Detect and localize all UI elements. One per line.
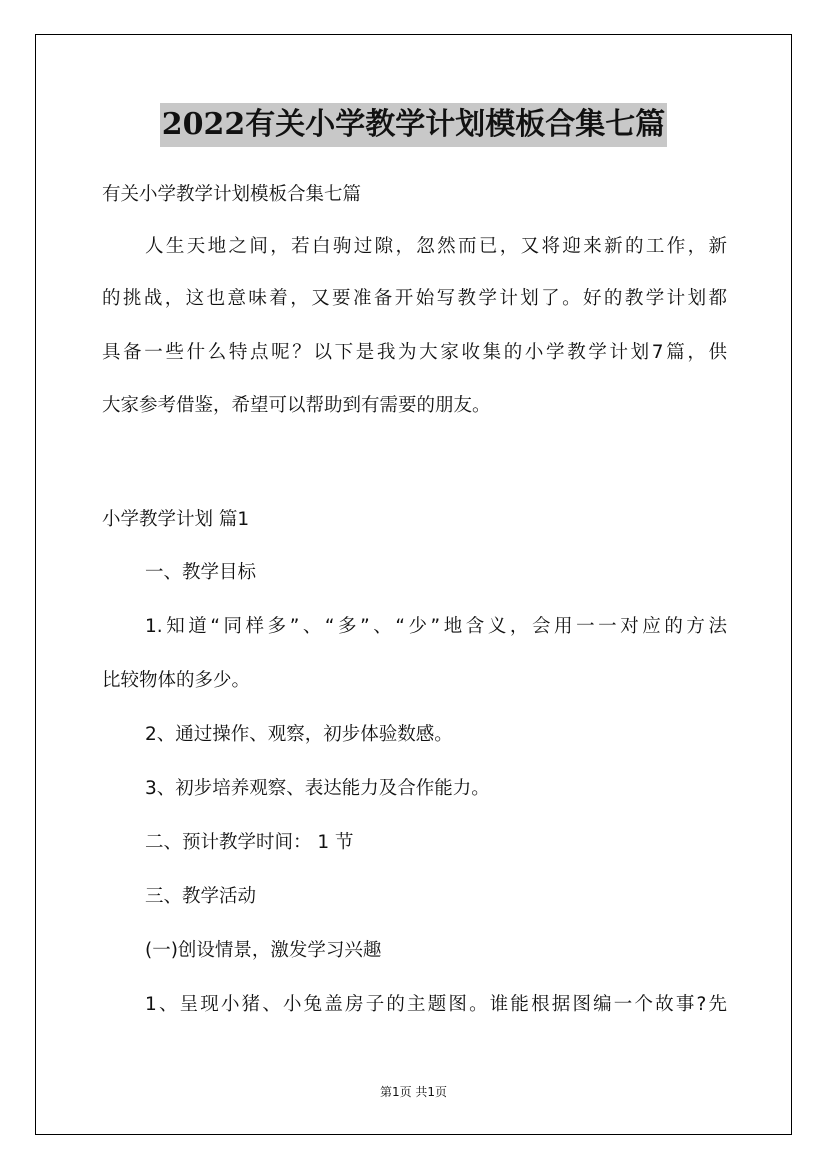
body-line: 比较物体的多少。: [102, 670, 251, 691]
intro-line: 人生天地之间，若白驹过隙，忽然而已，又将迎来新的工作，新: [145, 236, 727, 257]
body-line: 1.知道“同样多”、“多”、“少”地含义，会用一一对应的方法: [145, 616, 727, 637]
body-line: 1、呈现小猪、小兔盖房子的主题图。谁能根据图编一个故事?先: [145, 994, 727, 1015]
body-line: (一)创设情景，激发学习兴趣: [145, 940, 382, 961]
body-line: 3、初步培养观察、表达能力及合作能力。: [145, 778, 490, 799]
body-line: 一、教学目标: [145, 562, 257, 583]
intro-line: 的挑战，这也意味着，又要准备开始写教学计划了。好的教学计划都: [102, 288, 727, 309]
intro-line: 具备一些什么特点呢？以下是我为大家收集的小学教学计划7篇，供: [102, 342, 727, 363]
body-line: 2、通过操作、观察，初步体验数感。: [145, 724, 453, 745]
document-subtitle: 有关小学教学计划模板合集七篇: [102, 184, 362, 205]
title-container: [0, 103, 827, 147]
page-footer: 第1页 共1页: [379, 1085, 448, 1099]
body-line: 三、教学活动: [145, 886, 257, 907]
intro-line: 大家参考借鉴，希望可以帮助到有需要的朋友。: [102, 395, 491, 416]
document-title: 2022有关小学教学计划模板合集七篇: [160, 103, 668, 147]
body-line: 二、预计教学时间： 1 节: [145, 832, 354, 853]
section-heading: 小学教学计划 篇1: [102, 509, 250, 530]
